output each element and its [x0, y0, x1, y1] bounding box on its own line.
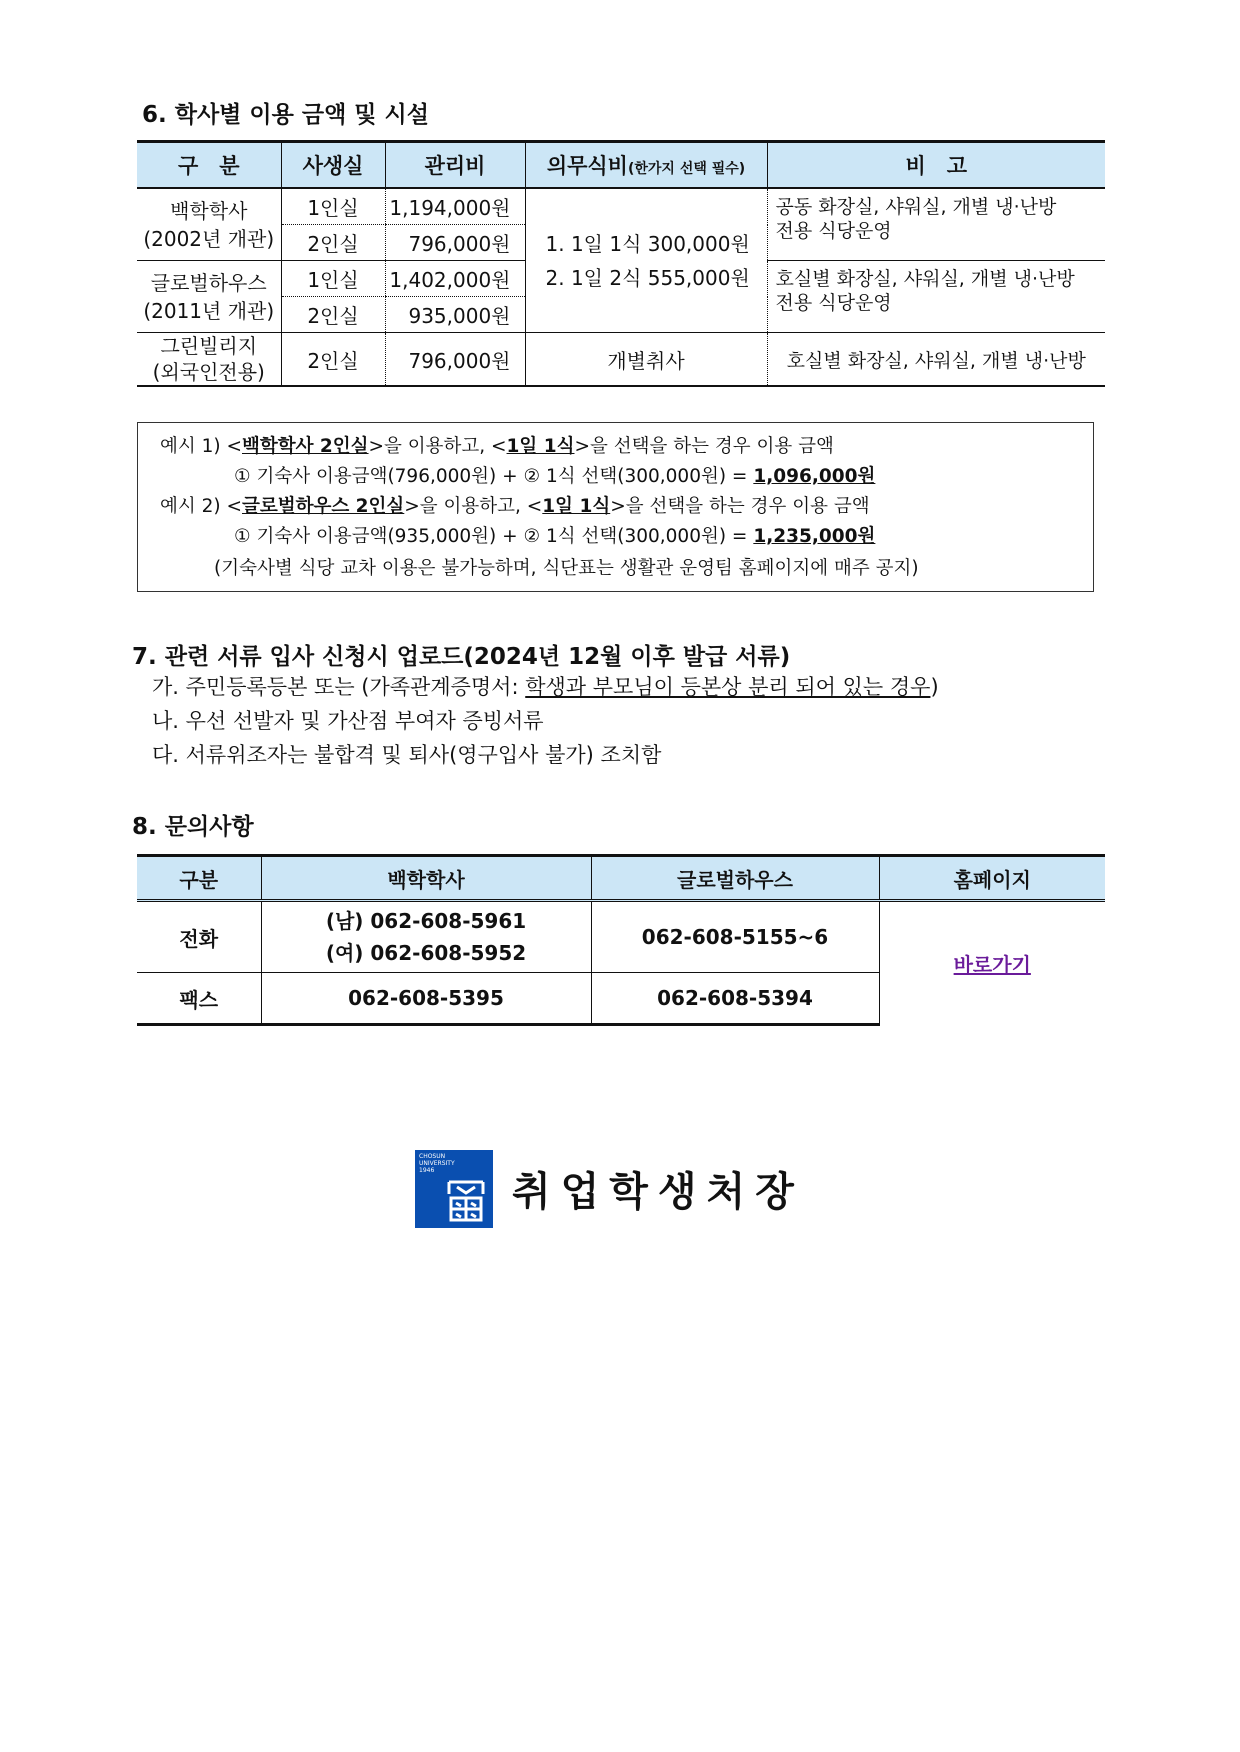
table-row [137, 333, 1105, 387]
remark-line: 전용 식당운영 [775, 220, 892, 242]
header-baekhak: 백학학사 [261, 856, 591, 901]
remark-cell [767, 261, 1105, 333]
header-category: 구 분 [137, 142, 281, 189]
fee-value: 796,000원 [385, 333, 525, 387]
section7-item-c: 다. 서류위조자는 불합격 및 퇴사(영구입사 불가) 조치함 [152, 743, 662, 767]
header-remark: 비 고 [767, 142, 1105, 189]
dorm-name-cell [137, 333, 281, 387]
fax-label: 팩스 [137, 973, 261, 1025]
homepage-cell [879, 901, 1105, 1025]
remark-line: 호실별 화장실, 샤워실, 개별 냉·난방 [775, 268, 1075, 290]
example-1-calc: ① 기숙사 이용금액(796,000원) + ② 1식 선택(300,000원) = 1,096,000원 [234, 466, 876, 487]
fee-value: 796,000원 [385, 225, 525, 261]
section7-item-a: 가. 주민등록등본 또는 (가족관계증명서: 학생과 부모님이 등본상 분리 되어 있는 경우) [152, 675, 939, 699]
homepage-link[interactable]: 바로가기 [953, 952, 1031, 977]
example-2-calc: ① 기숙사 이용금액(935,000원) + ② 1식 선택(300,000원) = 1,235,000원 [234, 526, 876, 547]
section6-title: 6. 학사별 이용 금액 및 시설 [142, 102, 429, 128]
table-row [137, 188, 1105, 225]
header-homepage: 홈페이지 [879, 856, 1105, 901]
example-box [137, 422, 1094, 592]
fee-value: 1,402,000원 [385, 261, 525, 297]
room-type: 1인실 [281, 261, 385, 297]
remark-line: 공동 화장실, 샤워실, 개별 냉·난방 [775, 196, 1057, 218]
emblem-icon [445, 1178, 487, 1222]
dorm-fee-table [137, 140, 1105, 387]
table-row [137, 901, 1105, 973]
dorm-sub: (2011년 개관) [143, 298, 275, 323]
header-meal-note: (한가지 선택 필수) [627, 161, 746, 177]
phone-global: 062-608-5155~6 [591, 901, 879, 973]
room-type: 2인실 [281, 333, 385, 387]
table-header-row [137, 856, 1105, 901]
dorm-name-cell [137, 261, 281, 333]
remark-cell [767, 188, 1105, 261]
room-type: 2인실 [281, 225, 385, 261]
phone-baekhak-f: (여) 062-608-5952 [325, 941, 527, 965]
dorm-sub: (2002년 개관) [143, 226, 275, 251]
fee-value: 1,194,000원 [385, 188, 525, 225]
meal-value: 개별취사 [525, 333, 767, 387]
header-fee: 관리비 [385, 142, 525, 189]
header-global: 글로벌하우스 [591, 856, 879, 901]
dorm-name: 백학학사 [170, 198, 248, 223]
room-type: 2인실 [281, 297, 385, 333]
meal-option-2: 2. 1일 2식 555,000원 [545, 265, 750, 290]
fax-baekhak: 062-608-5395 [261, 973, 591, 1025]
example-2: 예시 2) <글로벌하우스 2인실>을 이용하고, <1일 1식>을 선택을 하는 경우 이용 금액 [160, 496, 870, 517]
phone-baekhak-m: (남) 062-608-5961 [325, 909, 527, 933]
example-note: (기숙사별 식당 교차 이용은 불가능하며, 식단표는 생활관 운영팀 홈페이지에 매주 공지) [214, 558, 919, 579]
fee-value: 935,000원 [385, 297, 525, 333]
section8-title: 8. 문의사항 [132, 814, 254, 840]
meal-option-1: 1. 1일 1식 300,000원 [545, 231, 750, 256]
table-header-row [137, 142, 1105, 189]
contact-table [137, 854, 1105, 1026]
dorm-name: 그린빌리지 [160, 334, 258, 358]
example-1: 예시 1) <백학학사 2인실>을 이용하고, <1일 1식>을 선택을 하는 경우 이용 금액 [160, 436, 834, 457]
header-category: 구분 [137, 856, 261, 901]
header-meal [525, 142, 767, 189]
phone-baekhak-cell [261, 901, 591, 973]
remark-cell: 호실별 화장실, 샤워실, 개별 냉·난방 [767, 333, 1105, 387]
university-logo: CHOSUN UNIVERSITY 1946 [415, 1150, 493, 1228]
header-room: 사생실 [281, 142, 385, 189]
dorm-name: 글로벌하우스 [150, 270, 267, 295]
fax-global: 062-608-5394 [591, 973, 879, 1025]
dorm-sub: (외국인전용) [152, 360, 265, 384]
section7-title: 7. 관련 서류 입사 신청시 업로드(2024년 12월 이후 발급 서류) [132, 644, 791, 670]
dorm-name-cell [137, 188, 281, 261]
org-name: 취업학생처장 [512, 1169, 804, 1215]
section7-item-b: 나. 우선 선발자 및 가산점 부여자 증빙서류 [152, 709, 544, 733]
remark-line: 전용 식당운영 [775, 292, 892, 314]
header-meal-label: 의무식비 [546, 154, 628, 178]
meal-options-cell [525, 188, 767, 333]
room-type: 1인실 [281, 188, 385, 225]
phone-label: 전화 [137, 901, 261, 973]
